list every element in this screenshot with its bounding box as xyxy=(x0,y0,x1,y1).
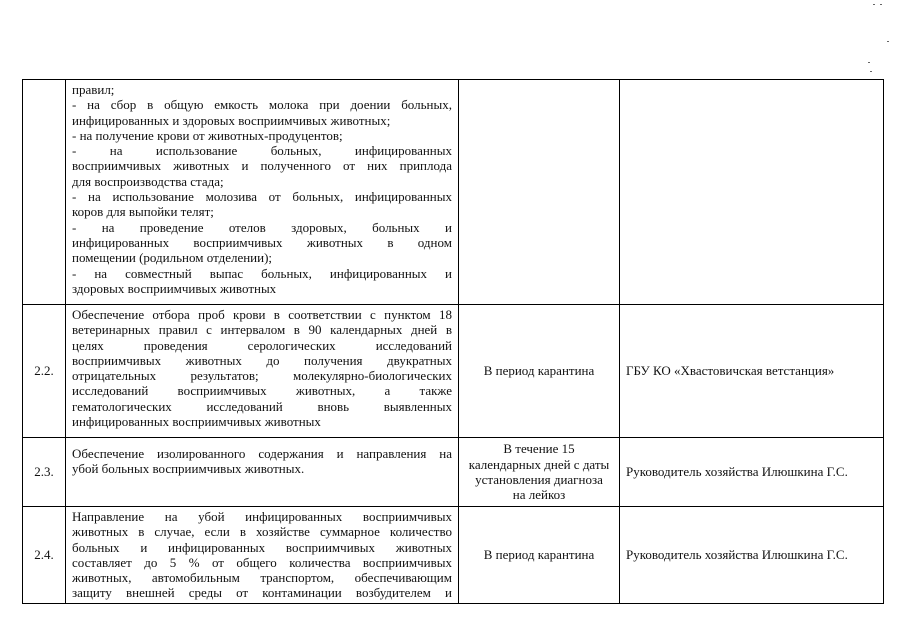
table-row xyxy=(23,438,884,507)
table-row xyxy=(23,80,884,305)
period-cell: В период карантина xyxy=(459,305,620,438)
responsible-cell: Руководитель хозяйства Илюшкина Г.С. xyxy=(620,507,884,604)
row-number: 2.2. xyxy=(23,305,66,438)
period-cell: В период карантина xyxy=(459,507,620,604)
measure-text: Направление на убой инфицированных восприимчивых животных в случае, если в хозяйстве суммарное количество больных и инфицированных восприимчивых животных составляет до 5 % от общего количества восприимчивых животных, автомобильным транспортом, обеспечивающим защиту внешней среды от контаминации возбудителем и xyxy=(66,507,459,604)
measure-text: Обеспечение отбора проб крови в соответствии с пунктом 18 ветеринарных правил с интервалом в 90 календарных дней в целях проведения серологических исследований восприимчивых животных до получения двукратных отрицательных результатов; молекулярно-биологических исследований восприимчивых животных, а также гематологических исследований вновь выявленных инфицированных восприимчивых животных xyxy=(66,305,459,438)
responsible-cell: Руководитель хозяйства Илюшкина Г.С. xyxy=(620,438,884,507)
row-number: 2.4. xyxy=(23,507,66,604)
row-number: 2.3. xyxy=(23,438,66,507)
responsible-cell xyxy=(620,80,884,305)
measure-text: Обеспечение изолированного содержания и направления на убой больных восприимчивых животных. xyxy=(66,438,459,507)
responsible-cell: ГБУ КО «Хвастовичская ветстанция» xyxy=(620,305,884,438)
measure-text: правил; - на сбор в общую емкость молока при доении больных, инфицированных и здоровых восприимчивых животных; - на получение крови от животных-продуцентов; - на использование больных, инфицированных восприимчивых животных и полученного от них приплода для воспроизводства стада; - на использование молозива от больных, инфицированных коров для выпойки телят; - на проведение отелов здоровых, больных и инфицированных восприимчивых животных в одном помещении (родильном отделении); - на совместный выпас больных, инфицированных и здоровых восприимчивых животных xyxy=(66,80,459,305)
table-row xyxy=(23,305,884,438)
period-cell: В течение 15 календарных дней с даты установления диагноза на лейкоз xyxy=(459,438,620,507)
period-cell xyxy=(459,80,620,305)
table-row xyxy=(23,507,884,604)
measures-table xyxy=(22,79,884,604)
row-number xyxy=(23,80,66,305)
